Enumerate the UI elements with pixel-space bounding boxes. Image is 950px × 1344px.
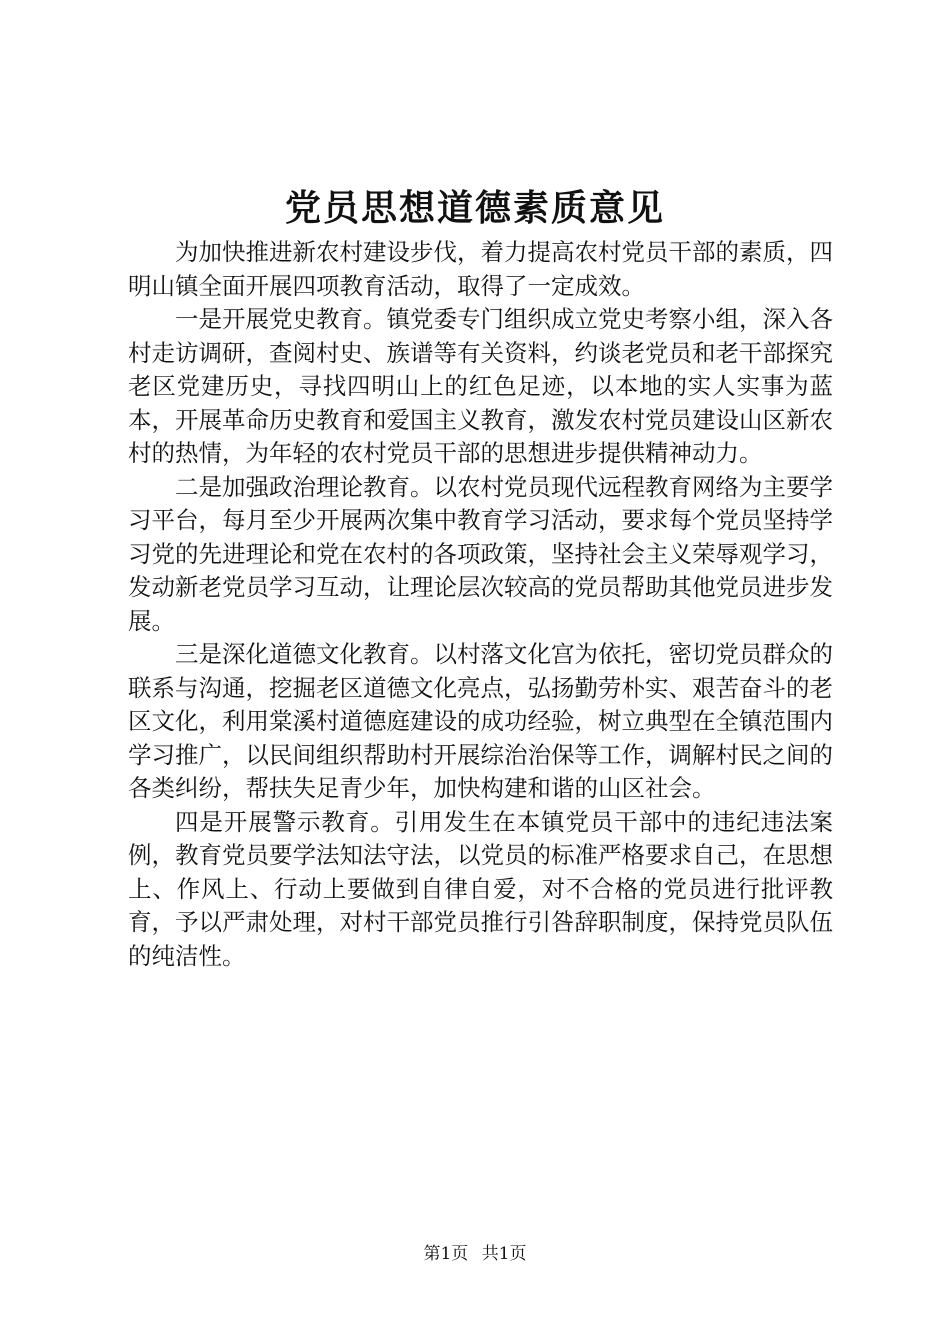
document-title: 党员思想道德素质意见	[284, 187, 665, 229]
page-number-current: 第1页	[423, 1244, 469, 1264]
paragraph-moral-culture: 三是深化道德文化教育。以村落文化宫为依托，密切党员群众的联系与沟通，挖掘老区道德文化亮点，弘扬勤劳朴实、艰苦奋斗的老区文化，利用棠溪村道德庭建设的成功经验，树立典型在全镇范围内学习推广，以民间组织帮助村开展综治治保等工作，调解村民之间的各类纠纷，帮扶失足青少年，加快构建和谐的山区社会。	[128, 640, 833, 802]
page-number-total: 共1页	[481, 1244, 527, 1264]
document-body	[128, 236, 833, 973]
paragraph-warning-education: 四是开展警示教育。引用发生在本镇党员干部中的违纪违法案例，教育党员要学法知法守法，以党员的标准严格要求自己，在思想上、作风上、行动上要做到自律自爱，对不合格的党员进行批评教育，予以严肃处理，对村干部党员推行引咎辞职制度，保持党员队伍的纯洁性。	[128, 807, 833, 970]
paragraph-party-history: 一是开展党史教育。镇党委专门组织成立党史考察小组，深入各村走访调研，查阅村史、族谱等有关资料，约谈老党员和老干部探究老区党建历史，寻找四明山上的红色足迹，以本地的实人实事为蓝本，开展革命历史教育和爱国主义教育，激发农村党员建设山区新农村的热情，为年轻的农村党员干部的思想进步提供精神动力。	[128, 305, 833, 467]
paragraph-political-theory: 二是加强政治理论教育。以农村党员现代远程教育网络为主要学习平台，每月至少开展两次集中教育学习活动，要求每个党员坚持学习党的先进理论和党在农村的各项政策，坚持社会主义荣辱观学习，发动新老党员学习互动，让理论层次较高的党员帮助其他党员进步发展。	[128, 472, 833, 635]
page-footer	[0, 1242, 950, 1266]
paragraph-intro: 为加快推进新农村建设步伐，着力提高农村党员干部的素质，四明山镇全面开展四项教育活动，取得了一定成效。	[128, 238, 833, 300]
